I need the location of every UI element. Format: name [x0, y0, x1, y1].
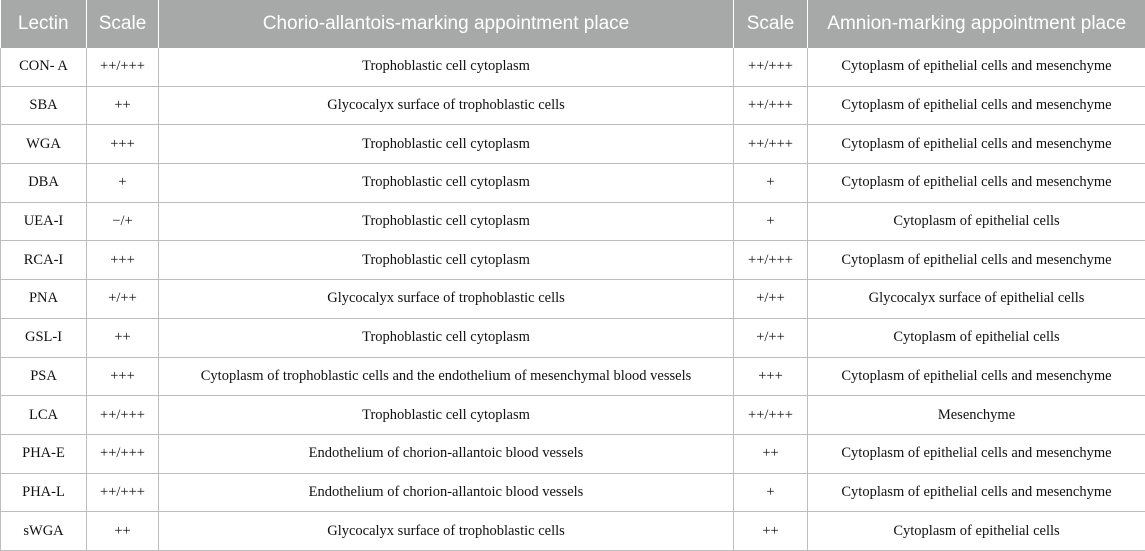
- cell-scale-amnion: +/++: [734, 318, 808, 357]
- cell-lectin: RCA-I: [1, 241, 87, 280]
- cell-scale-amnion: ++/+++: [734, 241, 808, 280]
- cell-lectin: UEA-I: [1, 202, 87, 241]
- cell-lectin: PHA-E: [1, 434, 87, 473]
- table-row: [1, 396, 1145, 435]
- cell-scale-amnion: +/++: [734, 280, 808, 319]
- cell-scale-amnion: ++: [734, 512, 808, 551]
- table-row: [1, 473, 1145, 512]
- header-lectin: Lectin: [1, 0, 87, 48]
- table-body: [1, 48, 1145, 550]
- cell-chorio-place: Cytoplasm of trophoblastic cells and the endothelium of mesenchymal blood vessels: [159, 357, 734, 396]
- cell-chorio-place: Trophoblastic cell cytoplasm: [159, 318, 734, 357]
- cell-scale-chorio: ++/+++: [87, 396, 159, 435]
- table-row: [1, 280, 1145, 319]
- cell-lectin: PNA: [1, 280, 87, 319]
- cell-chorio-place: Trophoblastic cell cytoplasm: [159, 396, 734, 435]
- cell-amnion-place: Cytoplasm of epithelial cells and mesenchyme: [808, 434, 1145, 473]
- cell-scale-chorio: ++/+++: [87, 48, 159, 86]
- cell-scale-chorio: ++: [87, 86, 159, 125]
- cell-scale-chorio: ++/+++: [87, 434, 159, 473]
- cell-scale-chorio: +++: [87, 357, 159, 396]
- table-row: [1, 434, 1145, 473]
- cell-amnion-place: Cytoplasm of epithelial cells: [808, 318, 1145, 357]
- cell-lectin: SBA: [1, 86, 87, 125]
- cell-scale-chorio: +++: [87, 125, 159, 164]
- cell-scale-amnion: ++/+++: [734, 125, 808, 164]
- cell-chorio-place: Trophoblastic cell cytoplasm: [159, 164, 734, 203]
- cell-chorio-place: Endothelium of chorion-allantoic blood vessels: [159, 434, 734, 473]
- table-row: [1, 164, 1145, 203]
- table-row: [1, 241, 1145, 280]
- cell-chorio-place: Glycocalyx surface of trophoblastic cells: [159, 512, 734, 551]
- table-row: [1, 512, 1145, 551]
- cell-amnion-place: Cytoplasm of epithelial cells and mesenchyme: [808, 241, 1145, 280]
- cell-scale-chorio: −/+: [87, 202, 159, 241]
- cell-scale-amnion: +: [734, 202, 808, 241]
- table-row: [1, 202, 1145, 241]
- cell-amnion-place: Cytoplasm of epithelial cells and mesenchyme: [808, 473, 1145, 512]
- cell-amnion-place: Cytoplasm of epithelial cells and mesenchyme: [808, 164, 1145, 203]
- cell-scale-chorio: +: [87, 164, 159, 203]
- cell-scale-amnion: ++/+++: [734, 86, 808, 125]
- cell-scale-chorio: ++/+++: [87, 473, 159, 512]
- table-header: [1, 0, 1145, 48]
- header-amnion-place: Amnion-marking appointment place: [808, 0, 1145, 48]
- cell-amnion-place: Mesenchyme: [808, 396, 1145, 435]
- cell-lectin: WGA: [1, 125, 87, 164]
- cell-lectin: PHA-L: [1, 473, 87, 512]
- cell-scale-chorio: ++: [87, 318, 159, 357]
- cell-scale-amnion: +: [734, 164, 808, 203]
- cell-lectin: GSL-I: [1, 318, 87, 357]
- cell-chorio-place: Trophoblastic cell cytoplasm: [159, 125, 734, 164]
- cell-scale-chorio: +/++: [87, 280, 159, 319]
- table-row: [1, 86, 1145, 125]
- header-scale-amnion: Scale: [734, 0, 808, 48]
- cell-amnion-place: Cytoplasm of epithelial cells and mesenchyme: [808, 357, 1145, 396]
- cell-chorio-place: Trophoblastic cell cytoplasm: [159, 48, 734, 86]
- cell-amnion-place: Cytoplasm of epithelial cells: [808, 512, 1145, 551]
- cell-lectin: PSA: [1, 357, 87, 396]
- header-scale-chorio: Scale: [87, 0, 159, 48]
- cell-amnion-place: Glycocalyx surface of epithelial cells: [808, 280, 1145, 319]
- cell-scale-chorio: ++: [87, 512, 159, 551]
- cell-scale-amnion: +: [734, 473, 808, 512]
- cell-amnion-place: Cytoplasm of epithelial cells and mesenchyme: [808, 86, 1145, 125]
- cell-scale-amnion: ++/+++: [734, 48, 808, 86]
- cell-chorio-place: Endothelium of chorion-allantoic blood vessels: [159, 473, 734, 512]
- header-chorio-allantois-place: Chorio-allantois-marking appointment place: [159, 0, 734, 48]
- cell-lectin: LCA: [1, 396, 87, 435]
- table-row: [1, 357, 1145, 396]
- cell-lectin: sWGA: [1, 512, 87, 551]
- cell-chorio-place: Glycocalyx surface of trophoblastic cells: [159, 86, 734, 125]
- cell-lectin: DBA: [1, 164, 87, 203]
- cell-chorio-place: Trophoblastic cell cytoplasm: [159, 202, 734, 241]
- table-row: [1, 125, 1145, 164]
- cell-chorio-place: Trophoblastic cell cytoplasm: [159, 241, 734, 280]
- cell-scale-chorio: +++: [87, 241, 159, 280]
- cell-scale-amnion: ++/+++: [734, 396, 808, 435]
- header-row: [1, 0, 1145, 48]
- cell-scale-amnion: ++: [734, 434, 808, 473]
- cell-lectin: CON- A: [1, 48, 87, 86]
- cell-amnion-place: Cytoplasm of epithelial cells and mesenchyme: [808, 125, 1145, 164]
- cell-amnion-place: Cytoplasm of epithelial cells and mesenchyme: [808, 48, 1145, 86]
- cell-amnion-place: Cytoplasm of epithelial cells: [808, 202, 1145, 241]
- cell-chorio-place: Glycocalyx surface of trophoblastic cells: [159, 280, 734, 319]
- table-row: [1, 48, 1145, 86]
- cell-scale-amnion: +++: [734, 357, 808, 396]
- table-row: [1, 318, 1145, 357]
